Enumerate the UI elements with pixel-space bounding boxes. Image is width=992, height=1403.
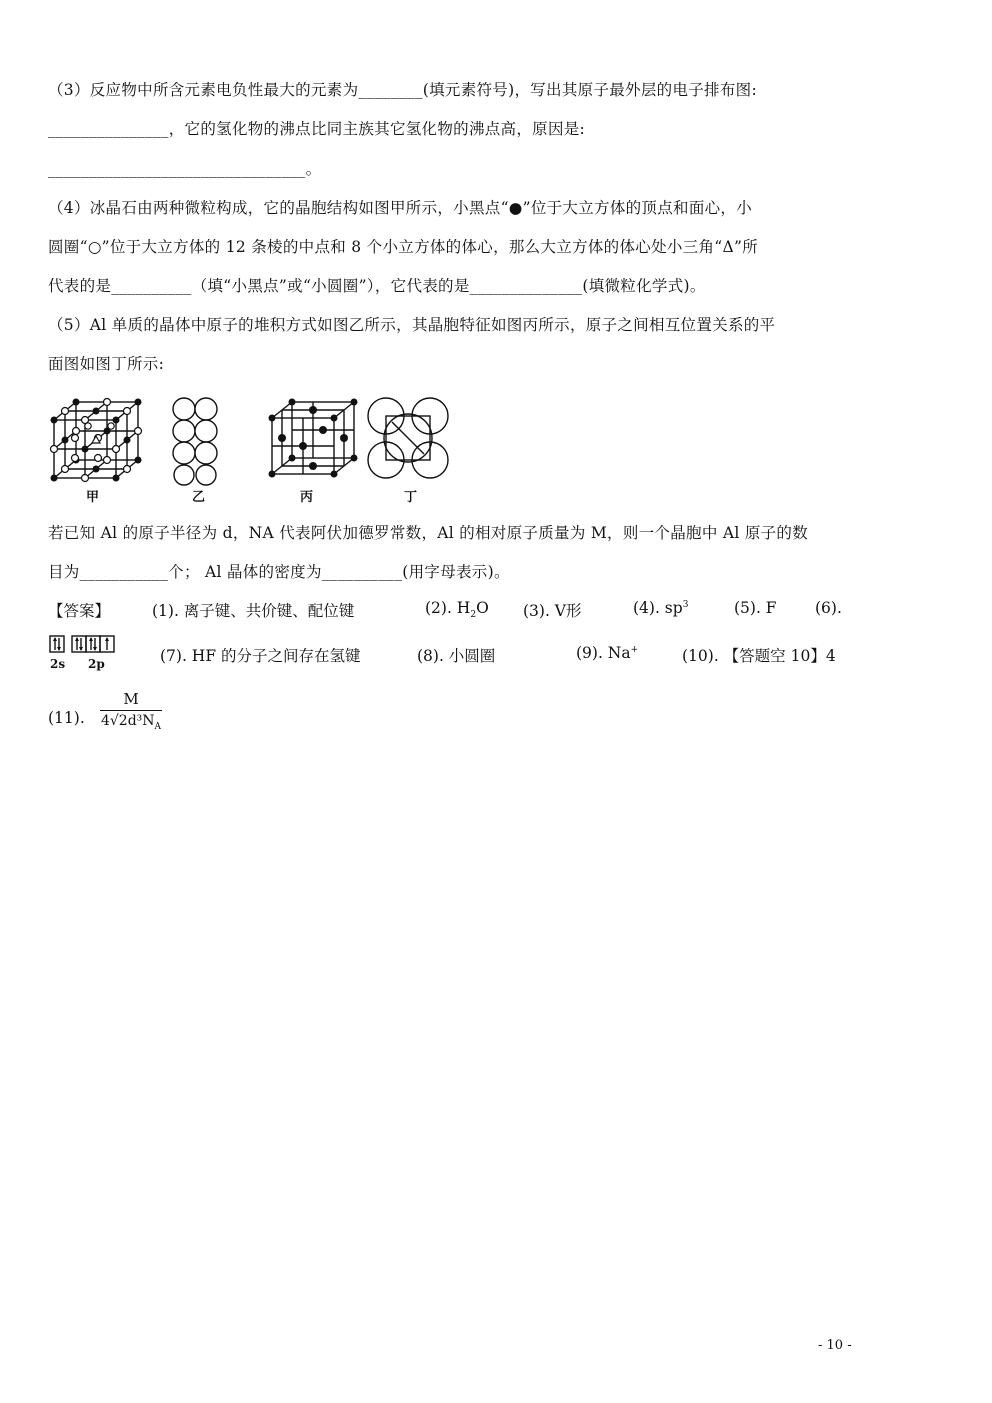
answer-3: (3). V形 xyxy=(523,602,582,620)
figure-ding-plane xyxy=(364,396,454,482)
orbital-2s-label: 2s xyxy=(50,657,66,671)
answer-8: (8). 小圆圈 xyxy=(417,647,496,665)
answer-2: (2). $H_2O$ xyxy=(425,599,489,621)
answer-row-2 xyxy=(48,644,948,666)
answer-10: (10). 【答题空 10】4 xyxy=(682,647,836,665)
figure-yi-label: 乙 xyxy=(192,490,206,505)
q4-line-1: （4）冰晶石由两种微粒构成，它的晶胞结构如图甲所示，小黑点“●”位于大立方体的顶点和面心，小 xyxy=(48,199,753,217)
figure-bing-label: 丙 xyxy=(300,490,314,505)
q3-line-3: ________________________________。 xyxy=(48,160,322,178)
answer-7: (7). HF 的分子之间存在氢键 xyxy=(160,647,361,665)
answer-4: (4). $sp^3$ xyxy=(633,599,689,617)
answer-9: (9). Na+ xyxy=(576,644,639,662)
fraction-numerator: M xyxy=(123,690,139,708)
figure-jia-label: 甲 xyxy=(86,490,100,505)
answer-5: (5). F xyxy=(734,599,777,617)
answer-heading: 【答案】 xyxy=(48,602,111,620)
q5-line-3: 若已知 Al 的原子半径为 d，NA 代表阿伏加德罗常数，Al 的相对原子质量为 M，则一个晶胞中 Al 原子的数 xyxy=(48,524,809,542)
q5-line-4: 目为___________个； Al 晶体的密度为__________(用字母表示)。 xyxy=(48,563,510,581)
figure-jia-cryolite-cell xyxy=(48,396,148,486)
q4-line-3: 代表的是__________（填“小黑点”或“小圆圈”），它代表的是______________(填微粒化学式)。 xyxy=(48,277,706,295)
figure-yi-packing xyxy=(166,396,238,486)
figure-bing-fcc-cell xyxy=(266,396,358,482)
crystal-figures xyxy=(48,396,468,506)
answer-11-label: (11). xyxy=(48,709,85,727)
q4-line-2: 圆圈“○”位于大立方体的 12 条棱的中点和 8 个小立方体的体心，那么大立方体的体心处小三角“Δ”所 xyxy=(48,238,759,256)
q3-line-1: （3）反应物中所含元素电负性最大的元素为________(填元素符号)，写出其原子最外层的电子排布图: xyxy=(48,81,757,99)
figure-ding-label: 丁 xyxy=(404,490,418,505)
fraction-bar xyxy=(100,710,162,711)
page-number: - 10 - xyxy=(818,1338,852,1353)
q5-line-2: 面图如图丁所示: xyxy=(48,355,165,373)
q5-line-1: （5）Al 单质的晶体中原子的堆积方式如图乙所示，其晶胞特征如图丙所示，原子之间相互位置关系的平 xyxy=(48,316,776,334)
answer-row-1 xyxy=(48,599,948,621)
answer-1: (1). 离子键、共价键、配位键 xyxy=(152,602,355,620)
answer-11-fraction xyxy=(100,690,162,732)
answer-6: (6). xyxy=(815,599,842,617)
fraction-denominator: $4√2d^3N_A$ xyxy=(100,713,162,732)
orbital-2p-label: 2p xyxy=(88,657,105,671)
q3-line-2: _______________，它的氢化物的沸点比同主族其它氢化物的沸点高，原因是: xyxy=(48,120,586,138)
